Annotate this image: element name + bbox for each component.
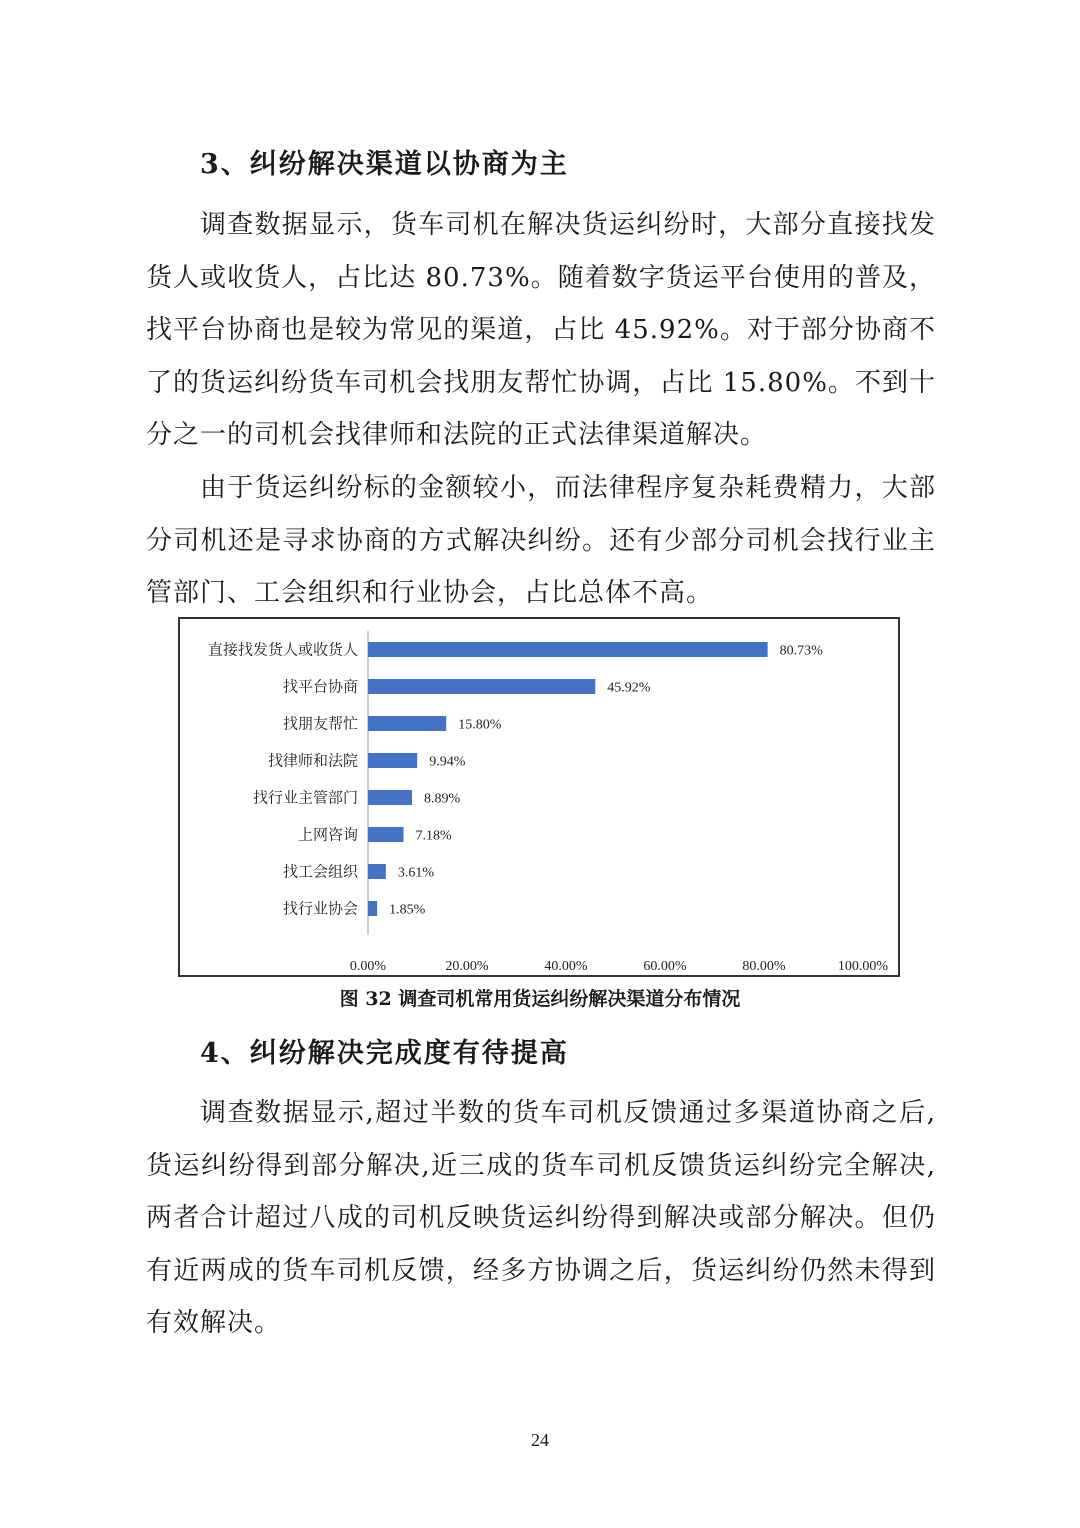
- category-label-6: 上网咨询: [297, 825, 358, 844]
- section3-paragraph-1: 调查数据显示，货车司机在解决货运纠纷时，大部分直接找发货人或收货人，占比达 80.73%。随着数字货运平台使用的普及，找平台协商也是较为常见的渠道，占比 45.92%。对于部分协商不了的货运纠纷货车司机会找朋友帮忙协调，占比 15.80%。不到十分之一的司机会找律师和法院的正式法律渠道解决。: [146, 210, 936, 451]
- bar-8: [368, 901, 377, 916]
- bar-1: [368, 642, 768, 657]
- category-label-8: 找行业协会: [282, 899, 358, 918]
- data-label-1: 80.73%: [779, 643, 823, 659]
- category-label-3: 找朋友帮忙: [282, 714, 358, 733]
- bar-4: [368, 753, 417, 768]
- data-label-7: 3.61%: [397, 865, 435, 881]
- section3-heading: 3、纠纷解决渠道以协商为主: [200, 149, 569, 180]
- x-tick-label-2: 20.00%: [445, 959, 489, 974]
- data-label-6: 7.18%: [415, 828, 452, 844]
- data-label-2: 45.92%: [607, 680, 651, 696]
- section4-heading: 4、纠纷解决完成度有待提高: [200, 1038, 569, 1069]
- x-tick-label-4: 60.00%: [643, 959, 687, 974]
- section4-paragraph-1: 调查数据显示,超过半数的货车司机反馈通过多渠道协商之后,货运纠纷得到部分解决,近三成的货车司机反馈货运纠纷完全解决,两者合计超过八成的司机反映货运纠纷得到解决或部分解决。但仍有近两成的货车司机反馈，经多方协调之后，货运纠纷仍然未得到有效解决。: [146, 1098, 936, 1339]
- bar-chart-svg: [180, 619, 898, 975]
- data-label-8: 1.85%: [389, 902, 426, 918]
- bar-5: [368, 790, 412, 805]
- category-label-2: 找平台协商: [282, 677, 358, 696]
- x-tick-label-1: 0.00%: [349, 959, 387, 974]
- data-label-5: 8.89%: [424, 791, 461, 807]
- bar-2: [368, 679, 595, 694]
- category-label-4: 找律师和法院: [267, 751, 358, 770]
- data-label-3: 15.80%: [458, 717, 502, 733]
- x-tick-label-5: 80.00%: [742, 959, 786, 974]
- bar-6: [368, 827, 404, 842]
- category-label-5: 找行业主管部门: [252, 788, 358, 807]
- section3-paragraph-2: 由于货运纠纷标的金额较小，而法律程序复杂耗费精力，大部分司机还是寻求协商的方式解决纠纷。还有少部分司机会找行业主管部门、工会组织和行业协会，占比总体不高。: [146, 473, 936, 609]
- x-tick-label-6: 100.00%: [837, 959, 889, 974]
- figure-caption: 图 32 调查司机常用货运纠纷解决渠道分布情况: [339, 988, 741, 1010]
- category-label-1: 直接找发货人或收货人: [207, 640, 358, 659]
- bar-7: [368, 864, 386, 879]
- bar-chart: [178, 617, 900, 977]
- data-label-4: 9.94%: [429, 754, 466, 770]
- x-tick-label-3: 40.00%: [544, 959, 588, 974]
- category-label-7: 找工会组织: [282, 862, 358, 881]
- bar-3: [368, 716, 446, 731]
- page-number: 24: [531, 1430, 549, 1450]
